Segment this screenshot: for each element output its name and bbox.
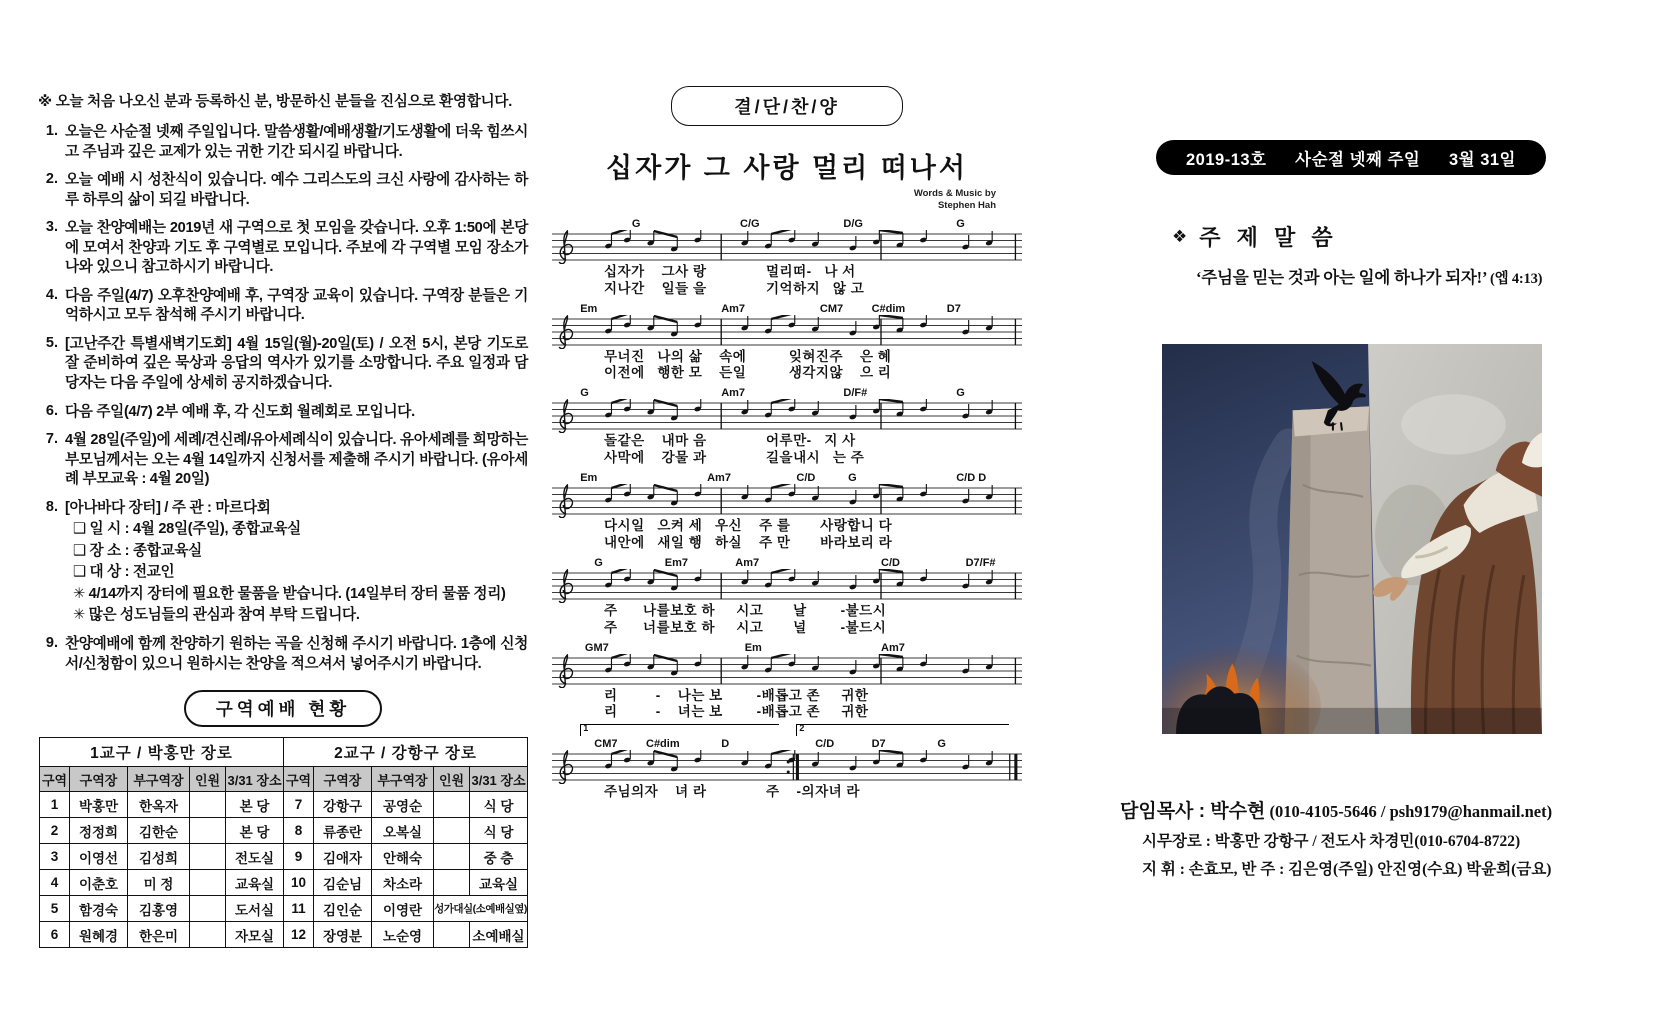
lyric-line: 주님의자 녀 라 주 -의자녀 라 <box>604 784 860 800</box>
chord-label: C#dim <box>646 738 680 751</box>
music-staff-line: 지 휘 : 손효모, 반 주 : 김은영(주일) 안진영(수요) 박윤희(금요) <box>1142 861 1552 878</box>
staff <box>552 230 1022 264</box>
lyric-line: 다시일 으켜 세 우신 주 를 사랑합니 다 <box>604 518 893 533</box>
staff-lines <box>552 399 1022 433</box>
table-cell: 이영란 <box>372 896 434 922</box>
pastor-line <box>1120 796 1553 823</box>
table-cell: 강항구 <box>314 792 372 818</box>
table-cell: 11 <box>284 896 314 922</box>
announcement-text: 다음 주일(4/7) 오후찬양예배 후, 구역장 교육이 있습니다. 구역장 분들은 기억하시고 모두 참석해 주시기 바랍니다. <box>65 287 528 324</box>
staff <box>552 750 1022 784</box>
table-cell: 정정희 <box>70 818 128 844</box>
chord-label: Em <box>580 472 598 484</box>
chord-row <box>552 301 1022 315</box>
district-section-title: 구역예배 현황 <box>184 690 382 727</box>
announcement-number: 1. <box>45 123 58 139</box>
table-cell: 5 <box>40 896 70 922</box>
table-column-header: 구역 <box>40 767 70 792</box>
chord-label: G <box>848 472 857 484</box>
table-cell: 4 <box>40 870 70 896</box>
chord-row <box>552 385 1022 399</box>
table-cell: 김성희 <box>128 844 190 870</box>
chord-label: D7/F# <box>965 556 996 569</box>
table-cell: 7 <box>284 792 314 818</box>
table-cell: 12 <box>284 922 314 948</box>
announcement-item <box>38 403 528 423</box>
table-cell <box>434 844 470 870</box>
staff <box>552 654 1022 688</box>
season-label: 사순절 넷째 주일 <box>1295 150 1421 169</box>
table-column-header: 구역장 <box>70 767 128 792</box>
table-cell: 박홍만 <box>70 792 128 818</box>
verse-reference: (엡 4:13) <box>1489 271 1543 287</box>
table-cell <box>434 818 470 844</box>
chord-label: C/D D <box>956 472 987 484</box>
lyric-line: 리 - 나는 보 -배롭고 존 귀한 <box>604 687 869 703</box>
lyric-line: 리 - 녀는 보 -배롭고 존 귀한 <box>604 704 869 720</box>
table-cell: 10 <box>284 870 314 896</box>
table-cell <box>190 792 226 818</box>
announcement-number: 3. <box>45 219 58 236</box>
announcement-text: 오늘 예배 시 성찬식이 있습니다. 예수 그리스도의 크신 사랑에 감사하는 하루 하루의 삶이 되길 바랍니다. <box>65 172 528 208</box>
table-cell: 김순님 <box>314 870 372 896</box>
ending-bracket <box>796 724 1009 736</box>
lyric-line: 돌같은 내마 음 어루만- 지 사 <box>604 433 856 449</box>
chord-label: G <box>956 217 965 230</box>
table-cell: 본 당 <box>226 818 284 844</box>
table-cell: 김인순 <box>314 896 372 922</box>
lyric-line: 이전에 행한 모 든일 생각지않 으 리 <box>604 365 892 381</box>
chord-label: Am7 <box>707 472 731 484</box>
elders-line: 시무장로 : 박홍만 강항구 / 전도사 차경민(010-6704-8722) <box>1142 833 1521 850</box>
announcement-item <box>38 335 528 394</box>
music-system <box>552 385 1022 467</box>
chord-label: GM7 <box>584 641 609 654</box>
announcement-number: 4. <box>45 286 58 303</box>
song-title: 십자가 그 사랑 멀리 떠나서 <box>606 153 968 183</box>
chord-row <box>552 640 1022 654</box>
table-cell: 노순영 <box>372 922 434 948</box>
chord-label: G <box>956 387 965 400</box>
table-cell: 차소라 <box>372 870 434 896</box>
table-cell: 자모실 <box>226 922 284 948</box>
table-cell: 한은미 <box>128 922 190 948</box>
announcements-column <box>38 90 528 948</box>
announcement-number: 5. <box>45 334 58 351</box>
table-cell: 도서실 <box>226 896 284 922</box>
table-cell: 전도실 <box>226 844 284 870</box>
table-cell: 원혜경 <box>70 922 128 948</box>
theme-verse <box>1196 264 1553 288</box>
table-row <box>40 818 528 844</box>
announcement-text: 오늘은 사순절 넷째 주일입니다. 말씀생활/예배생활/기도생활에 더욱 힘쓰시고 주님과 깊은 교제가 있는 귀한 기간 되시길 바랍니다. <box>65 124 528 160</box>
theme-title: 주 제 말 씀 <box>1199 225 1338 250</box>
table-cell <box>190 870 226 896</box>
lyric-line: 주 너를보호 하 시고 널 -불드시 <box>604 619 887 635</box>
music-system <box>552 470 1022 552</box>
announcement-text: 오늘 찬양예배는 2019년 새 구역으로 첫 모임을 갖습니다. 오후 1:50에 본당에 모여서 찬양과 기도 후 구역별로 모입니다. 주보에 각 구역별 모임 장소가 나와 있으니 참고하시기 바랍니다. <box>65 220 528 276</box>
announcement-item <box>38 123 528 162</box>
chord-label: C/D <box>815 738 835 751</box>
issue-bar <box>1156 140 1546 175</box>
table-column-header: 인원 <box>190 767 226 792</box>
lyric-line: 지나간 일들 을 기억하지 않 고 <box>604 280 865 296</box>
lyric-line: 무너진 나의 삶 속에 잊혀진주 은 혜 <box>604 348 892 364</box>
chord-label: Am7 <box>721 387 746 400</box>
announcement-number: 6. <box>45 402 58 419</box>
table-cell: 본 당 <box>226 792 284 818</box>
announcement-text: [아나바다 장터] / 주 관 : 마르다회 ❑ 일 시 : 4월 28일(주일), 종합교육실 ❑ 장 소 : 종합교육실 ❑ 대 상 : 전교인 ✳ 4/14까지 장터에 필요한 물품을 받습니다. (14일부터 장터 물품 정리) ✳ 많은 성도님들의 관심과 참여 부탁 드립니다. <box>65 499 528 626</box>
hymn-column <box>552 86 1022 804</box>
table-cell <box>434 922 470 948</box>
announcement-item <box>38 431 528 490</box>
announcement-subitem: ✳ 많은 성도님들의 관심과 참여 부탁 드립니다. <box>73 607 360 624</box>
table-cell: 교육실 <box>470 870 528 896</box>
contact-block <box>1120 796 1553 879</box>
music-system <box>552 301 1022 383</box>
table-cell: 소예배실 <box>470 922 528 948</box>
table-cell: 함경숙 <box>70 896 128 922</box>
chord-label: C/D <box>881 556 900 569</box>
table-column-header: 구역장 <box>314 767 372 792</box>
table-cell <box>190 896 226 922</box>
chord-label: C/D <box>796 472 816 484</box>
lyric-line: 내안에 새일 행 하실 주 만 바라보리 라 <box>604 534 893 550</box>
announcement-subitem: ✳ 4/14까지 장터에 필요한 물품을 받습니다. (14일부터 장터 물품 정리) <box>73 585 506 602</box>
music-system <box>552 640 1022 722</box>
announcement-sublist <box>65 520 528 626</box>
table-cell: 장영분 <box>314 922 372 948</box>
pastor-contact: (010-4105-5646 / psh9179@hanmail.net) <box>1269 802 1553 821</box>
table-column-header: 구역 <box>284 767 314 792</box>
music-system <box>552 555 1022 637</box>
chord-label: C#dim <box>871 302 906 315</box>
chord-label: CM7 <box>819 302 844 315</box>
announcement-number: 9. <box>45 635 58 652</box>
announcement-subitem: ❑ 대 상 : 전교인 <box>73 564 175 581</box>
announcement-item <box>38 287 528 326</box>
chord-label: Am7 <box>735 556 760 569</box>
announcement-subitem: ❑ 장 소 : 종합교육실 <box>73 542 202 559</box>
announcement-number: 7. <box>45 431 58 448</box>
table-cell: 9 <box>284 844 314 870</box>
chord-label: D/F# <box>843 387 868 400</box>
lyric-line: 주 나를보호 하 시고 날 -불드시 <box>604 602 887 618</box>
hymn-badge: 결/단/찬/양 <box>671 86 903 126</box>
table-cell: 8 <box>284 818 314 844</box>
chord-label: D <box>721 738 730 751</box>
painting-peter-denial <box>1162 344 1542 734</box>
verse-text: ‘주님을 믿는 것과 아는 일에 하나가 되자!’ <box>1196 268 1487 287</box>
table-cell: 김애자 <box>314 844 372 870</box>
staff-lines <box>552 569 1022 603</box>
announcement-item <box>38 171 528 210</box>
staff <box>552 399 1022 433</box>
chord-row <box>552 470 1022 484</box>
chord-label: D7 <box>946 302 961 315</box>
staff <box>552 484 1022 518</box>
table-row <box>40 844 528 870</box>
staff-lines <box>552 654 1022 688</box>
chord-label: Am7 <box>721 302 746 315</box>
table-cell: 3 <box>40 844 70 870</box>
announcement-text: 4월 28일(주일)에 세례/견신례/유아세례식이 있습니다. 유아세례를 희망하는 부모님께서는 오는 4월 14일까지 신청서를 제출해 주시기 바랍니다. (유아세례 부모교육 : 4월 20일) <box>65 432 528 488</box>
district-table <box>39 737 528 948</box>
chord-label: G <box>580 387 589 400</box>
pastor-name: 담임목사 : 박수현 <box>1120 801 1266 822</box>
music-system <box>552 724 1022 801</box>
table-cell: 1 <box>40 792 70 818</box>
chord-row <box>552 555 1022 569</box>
staff-lines <box>552 230 1022 264</box>
table-cell: 미 정 <box>128 870 190 896</box>
table-row <box>40 792 528 818</box>
table-cell: 공영순 <box>372 792 434 818</box>
ending-number: 1 <box>583 723 589 734</box>
table-row <box>40 922 528 948</box>
table-cell: 한옥자 <box>128 792 190 818</box>
announcement-number: 2. <box>45 171 58 188</box>
chord-label: G <box>594 556 603 569</box>
staff <box>552 569 1022 603</box>
chord-label: Am7 <box>881 641 905 654</box>
table-column-header: 부구역장 <box>372 767 434 792</box>
table-cell <box>190 922 226 948</box>
table-cell: 6 <box>40 922 70 948</box>
music-systems <box>552 216 1022 801</box>
chord-label: G <box>937 738 946 751</box>
announcement-subitem: ❑ 일 시 : 4월 28일(주일), 종합교육실 <box>73 521 301 538</box>
table-cell <box>434 870 470 896</box>
table-group-header: 2교구 / 강항구 장로 <box>284 738 528 767</box>
table-cell: 안해숙 <box>372 844 434 870</box>
announcement-item <box>38 219 528 278</box>
cover-column <box>1118 140 1553 879</box>
chord-label: D/G <box>843 217 863 230</box>
table-column-header: 부구역장 <box>128 767 190 792</box>
table-cell: 이춘호 <box>70 870 128 896</box>
painting-canvas <box>1162 344 1542 734</box>
district-section-title-wrap <box>38 690 528 727</box>
table-group-header: 1교구 / 박홍만 장로 <box>40 738 284 767</box>
chord-label: Em7 <box>664 556 689 569</box>
table-cell-location: 성가대실(소예배실옆) <box>434 896 528 922</box>
table-column-header: 인원 <box>434 767 470 792</box>
table-cell <box>190 818 226 844</box>
table-cell: 류종란 <box>314 818 372 844</box>
announcement-text: 찬양예배에 함께 찬양하기 원하는 곡을 신청해 주시기 바랍니다. 1층에 신청서/신청함이 있으니 원하시는 찬양을 적으셔서 넣어주시기 바랍니다. <box>65 636 528 672</box>
announcement-list <box>38 123 528 674</box>
lyric-line: 사막에 강물 과 길을내시 는 주 <box>604 450 865 466</box>
announcement-item <box>38 635 528 674</box>
song-credit-line1: Words & Music by <box>913 188 996 199</box>
announcement-text: 다음 주일(4/7) 2부 예배 후, 각 신도회 월례회로 모입니다. <box>65 403 415 420</box>
diamond-icon: ❖ <box>1172 226 1188 246</box>
table-row <box>40 896 528 922</box>
table-row <box>40 870 528 896</box>
ending-number: 2 <box>799 723 805 734</box>
chord-label: Em <box>580 302 598 315</box>
announcement-item <box>38 499 528 626</box>
chord-row <box>552 216 1022 230</box>
table-cell: 교육실 <box>226 870 284 896</box>
table-cell: 2 <box>40 818 70 844</box>
chord-label: G <box>631 217 641 230</box>
staff-lines <box>552 484 1022 518</box>
table-cell: 중 층 <box>470 844 528 870</box>
table-cell <box>190 844 226 870</box>
chord-label: D7 <box>871 738 886 751</box>
song-credit <box>552 188 996 212</box>
table-column-header: 3/31 장소 <box>470 767 528 792</box>
announcement-text: [고난주간 특별새벽기도회] 4월 15일(월)-20일(토) / 오전 5시, 본당 기도로 잘 준비하여 깊은 묵상과 응답의 역사가 있기를 소망합니다. 주요 일정과 담당자는 다음 주일에 상세히 공지하겠습니다. <box>65 335 528 392</box>
hymn-badge-wrap <box>552 86 1022 126</box>
table-cell: 김한순 <box>128 818 190 844</box>
date-label: 3월 31일 <box>1449 150 1516 169</box>
table-cell: 김홍영 <box>128 896 190 922</box>
chord-label: C/G <box>740 217 760 230</box>
chord-label: Em <box>744 641 762 654</box>
issue-number: 2019-13호 <box>1186 150 1267 169</box>
table-cell: 이영선 <box>70 844 128 870</box>
table-cell <box>434 792 470 818</box>
staff-lines <box>552 315 1022 349</box>
music-system <box>552 216 1022 298</box>
lyric-line: 십자가 그사 랑 멀리떠- 나 서 <box>604 263 856 279</box>
chord-row <box>552 724 1022 750</box>
table-cell: 식 당 <box>470 792 528 818</box>
chord-label: CM7 <box>594 738 618 751</box>
staff <box>552 315 1022 349</box>
table-cell: 오복실 <box>372 818 434 844</box>
announcement-number: 8. <box>45 498 58 515</box>
staff-lines <box>552 750 1022 784</box>
welcome-line: ※ 오늘 처음 나오신 분과 등록하신 분, 방문하신 분들을 진심으로 환영합니다. <box>38 94 513 110</box>
theme-heading <box>1172 221 1553 252</box>
table-column-header: 3/31 장소 <box>226 767 284 792</box>
table-cell: 식 당 <box>470 818 528 844</box>
song-credit-line2: Stephen Hah <box>937 199 996 211</box>
ending-bracket <box>580 724 778 736</box>
